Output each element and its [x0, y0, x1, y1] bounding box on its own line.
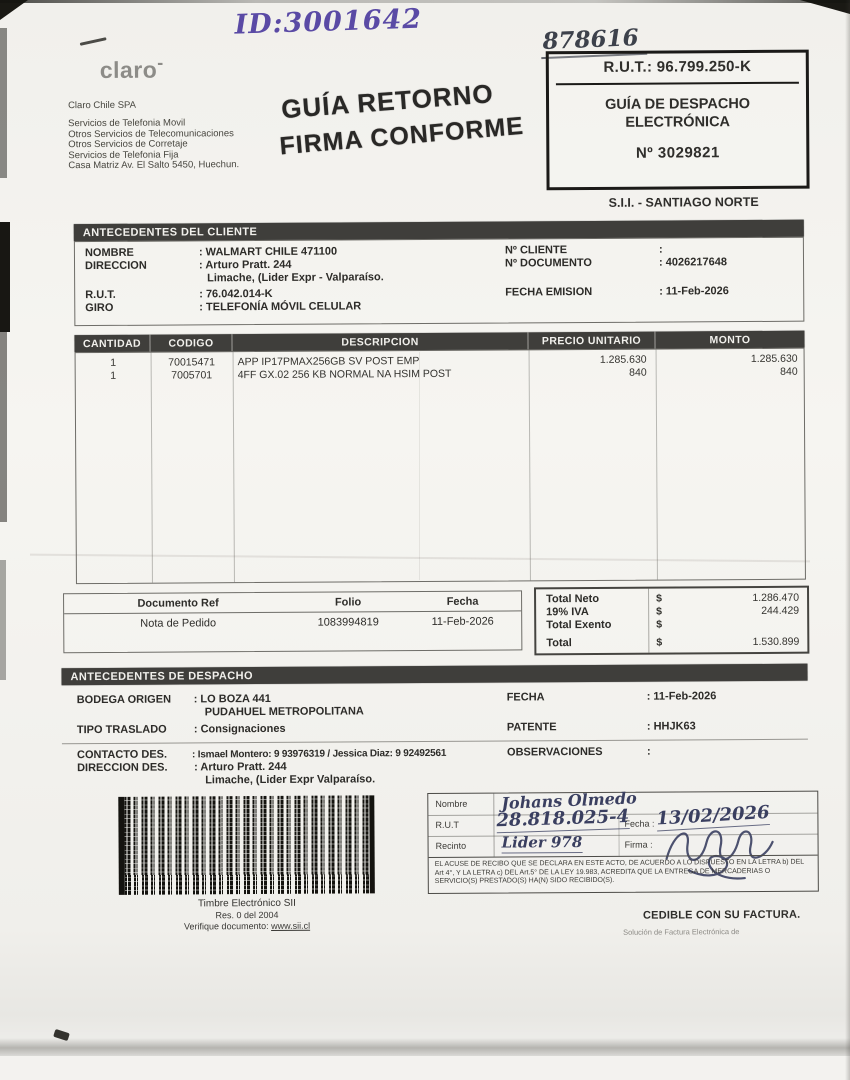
- stamp-firma-conforme: FIRMA CONFORME: [278, 111, 525, 161]
- item-monto: 1.285.630: [750, 352, 798, 366]
- item-descripcion: APP IP17PMAX256GB SV POST EMP: [237, 355, 420, 369]
- patente-label: PATENTE: [506, 721, 557, 734]
- dispatch-section-header: [61, 664, 807, 686]
- item-codigo: 7005701: [171, 369, 213, 382]
- ref-header-documento: Documento Ref: [137, 596, 219, 610]
- reference-table-row: [64, 615, 521, 630]
- bodega-origen-value2: PUDAHUEL METROPOLITANA: [204, 705, 364, 719]
- client-giro-value: : TELEFONÍA MÓVIL CELULAR: [199, 300, 362, 314]
- currency-symbol: $: [656, 592, 662, 605]
- client-num-documento-value: : 4026217648: [658, 256, 727, 269]
- scan-artifact-top-edge: [0, 0, 850, 3]
- observaciones-value: :: [646, 745, 651, 758]
- claro-logo: [99, 52, 164, 84]
- sii-url: www.sii.cl: [271, 920, 311, 931]
- client-rut-label: R.U.T.: [85, 288, 116, 302]
- ref-fecha-value: 11-Feb-2026: [431, 615, 494, 628]
- tipo-traslado-value: : Consignaciones: [193, 722, 286, 736]
- reception-rut-label: R.U.T: [435, 819, 459, 830]
- handwritten-check-mark: [80, 37, 107, 46]
- document-type-line2: ELECTRÓNICA: [625, 114, 731, 131]
- dispatch-fecha-label: FECHA: [506, 691, 545, 704]
- issuer-service-line: Casa Matriz Av. El Salto 5450, Huechun.: [68, 159, 240, 172]
- document-number: Nº 3029821: [635, 144, 720, 162]
- document-type: [549, 95, 806, 133]
- iva-value: 244.429: [761, 604, 800, 617]
- issuer-rut: R.U.T.: 96.799.250-K: [556, 58, 799, 85]
- total-label: Total: [546, 637, 572, 650]
- reference-table-header: [64, 591, 521, 614]
- direccion-des-label: DIRECCION DES.: [77, 761, 168, 775]
- issuer-company-name: Claro Chile SPA: [68, 99, 137, 112]
- currency-symbol: $: [656, 618, 663, 631]
- issuer-service-line: Otros Servicios de Telecomunicaciones: [68, 127, 234, 140]
- reception-legal-text: EL ACUSE DE RECIBO QUE SE DECLARA EN ESTE ACTO, DE ACUERDO A LO DISPUESTO EN LA LETRA b) DEL Art 4°, Y LA LETRA c) DEL Art.5° DE LA LEY 19.983, ACREDITA QUE LA ENTREGA DE MERCADERIAS O SERVICIO(S) PRESTADO(S) HA(N) SIDO RECIBIDO(S).: [429, 855, 818, 893]
- total-neto-label: Total Neto: [546, 592, 600, 606]
- items-column-divider: [529, 350, 531, 580]
- client-fecha-emision-label: FECHA EMISION: [505, 285, 593, 299]
- client-giro-label: GIRO: [85, 301, 114, 315]
- sii-office: S.I.I. - SANTIAGO NORTE: [608, 194, 759, 210]
- item-cantidad: 1: [110, 369, 117, 382]
- client-direccion-value2: Limache, (Lider Expr - Valparaíso.: [207, 271, 384, 285]
- reception-firma-label: Firma :: [624, 839, 653, 850]
- ref-header-fecha: Fecha: [446, 595, 479, 608]
- item-codigo: 70015471: [168, 356, 216, 369]
- scan-artifact-bottom-band: [0, 1056, 850, 1080]
- totals-divider: [648, 589, 649, 653]
- ref-folio-value: 1083994819: [317, 616, 379, 629]
- tipo-traslado-label: TIPO TRASLADO: [76, 723, 167, 737]
- cedible-note: CEDIBLE CON SU FACTURA.: [642, 908, 801, 922]
- totals-box: [534, 586, 809, 656]
- ref-documento-value: Nota de Pedido: [140, 617, 217, 630]
- patente-value: : HHJK63: [646, 720, 696, 733]
- issuer-service-line: Servicios de Telefonia Movil: [68, 117, 186, 130]
- scan-artifact-left-strip: [0, 560, 6, 680]
- handwritten-nombre: Johans Olmedo: [500, 788, 638, 813]
- items-column-divider: [233, 352, 235, 582]
- scan-artifact-left-strip: [0, 332, 7, 522]
- claro-logo-text: claro: [99, 56, 158, 83]
- sii-barcode: [118, 795, 375, 895]
- direccion-des-value2: Limache, (Lider Expr Valparaíso.: [205, 773, 376, 787]
- handwritten-rut: 28.818.025-4: [496, 806, 630, 832]
- client-nombre-label: NOMBRE: [84, 246, 134, 260]
- item-precio-unitario: 1.285.630: [599, 353, 647, 366]
- reception-column-divider: [493, 794, 494, 857]
- scan-artifact-right-edge: [845, 0, 850, 1080]
- dispatch-section-title: ANTECEDENTES DE DESPACHO: [70, 669, 253, 683]
- issuer-service-line: Otros Servicios de Corretaje: [68, 138, 188, 151]
- scan-artifact-crease: [419, 352, 420, 580]
- items-header-monto: MONTO: [654, 331, 804, 349]
- reference-table: [63, 590, 522, 653]
- item-cantidad: 1: [110, 356, 117, 369]
- document-type-line1: GUÍA DE DESPACHO: [604, 96, 751, 113]
- dispatch-divider: [62, 739, 808, 745]
- iva-label: 19% IVA: [546, 606, 589, 619]
- scan-artifact-bottom-shadow: [0, 1038, 850, 1056]
- item-precio-unitario: 840: [629, 366, 647, 379]
- issuer-service-lines: [68, 118, 239, 172]
- reception-nombre-label: Nombre: [435, 798, 468, 809]
- client-direccion-value: : Arturo Pratt. 244: [198, 258, 292, 272]
- client-num-cliente-label: Nº CLIENTE: [504, 244, 568, 257]
- handwritten-fecha: 13/02/2026: [655, 801, 771, 830]
- client-direccion-label: DIRECCION: [84, 259, 147, 273]
- verify-prefix: Verifique documento:: [183, 920, 272, 932]
- currency-symbol: $: [656, 605, 663, 618]
- client-fecha-emision-value: : 11-Feb-2026: [659, 285, 729, 298]
- contacto-des-value: : Ismael Montero: 9 93976319 / Jessica Diaz: 9 92492561: [191, 747, 447, 761]
- item-monto: 840: [780, 365, 798, 378]
- ref-header-folio: Folio: [334, 595, 362, 609]
- items-header-cantidad: CANTIDAD: [82, 337, 142, 350]
- handwritten-folio-annotation: 878616: [540, 24, 647, 59]
- contacto-des-label: CONTACTO DES.: [76, 748, 168, 762]
- items-header-precio-unitario: PRECIO UNITARIO: [527, 332, 654, 350]
- stamp-guia-retorno: GUÍA RETORNO: [280, 78, 495, 125]
- items-column-divider: [151, 353, 153, 583]
- dispatch-fecha-value: : 11-Feb-2026: [646, 690, 717, 703]
- items-header-descripcion: DESCRIPCION: [231, 332, 527, 351]
- timbre-line2: Res. 0 del 2004: [215, 909, 279, 921]
- scan-artifact-left-strip: [0, 222, 10, 332]
- client-num-cliente-value: :: [658, 243, 663, 256]
- items-column-divider: [656, 350, 658, 580]
- client-section-title: ANTECEDENTES DEL CLIENTE: [82, 225, 258, 239]
- provider-note: Solución de Factura Electrónica de: [623, 927, 740, 937]
- rut-box: [546, 50, 810, 191]
- client-nombre-value: : WALMART CHILE 471100: [198, 245, 338, 259]
- direccion-des-value: : Arturo Pratt. 244: [194, 760, 287, 774]
- timbre-verify-line: [119, 920, 375, 932]
- total-neto-value: 1.286.470: [752, 591, 800, 605]
- bodega-origen-label: BODEGA ORIGEN: [76, 693, 172, 707]
- client-rut-value: : 76.042.014-K: [199, 287, 273, 301]
- observaciones-label: OBSERVACIONES: [506, 745, 603, 759]
- currency-symbol: $: [656, 636, 663, 649]
- items-header-codigo: CODIGO: [149, 334, 231, 352]
- claro-logo-accent-icon: -: [157, 52, 164, 73]
- total-value: 1.530.899: [752, 635, 800, 649]
- handwritten-id-annotation: ID:3001642: [234, 3, 423, 41]
- reception-recinto-label: Recinto: [435, 840, 467, 851]
- items-table-body: [75, 348, 806, 584]
- total-exento-label: Total Exento: [546, 618, 612, 632]
- bodega-origen-value: : LO BOZA 441: [193, 692, 271, 706]
- client-info-box: [74, 237, 805, 326]
- reception-fecha-label: Fecha :: [624, 818, 655, 829]
- issuer-service-line: Servicios de Telefonia Fija: [68, 149, 179, 161]
- scan-artifact-left-strip: [0, 28, 7, 178]
- timbre-caption: [119, 897, 375, 932]
- reception-box: [427, 788, 819, 894]
- item-descripcion: 4FF GX.02 256 KB NORMAL NA HSIM POST: [237, 367, 452, 382]
- handwritten-recinto: Lider 978: [501, 833, 583, 852]
- client-num-documento-label: Nº DOCUMENTO: [504, 256, 592, 270]
- timbre-line1: Timbre Electrónico SII: [197, 897, 296, 910]
